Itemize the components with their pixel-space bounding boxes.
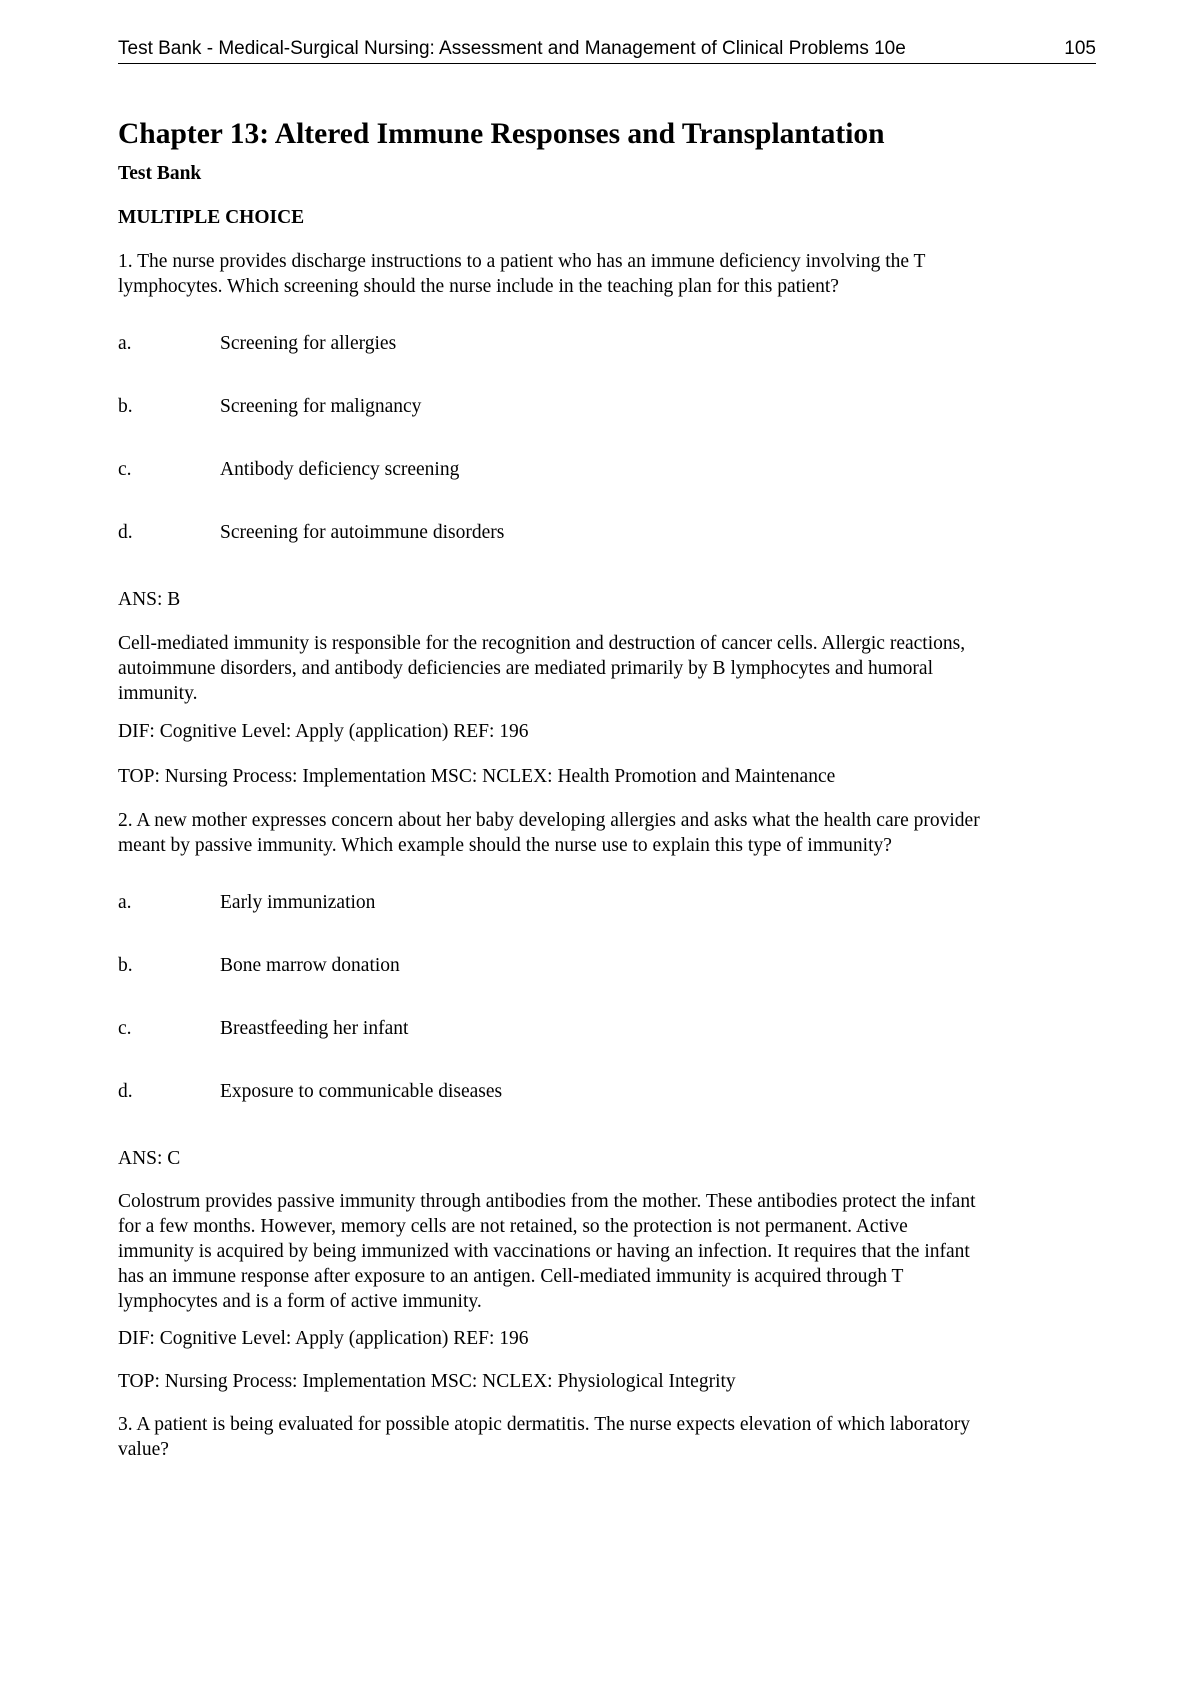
rationale-line: autoimmune disorders, and antibody deficiencies are mediated primarily by B lymphocytes and humoral bbox=[118, 658, 933, 679]
running-header bbox=[118, 38, 1096, 64]
rationale-line: immunity is acquired by being immunized with vaccinations or having an infection. It requires that the infant bbox=[118, 1241, 970, 1262]
option-letter: b. bbox=[118, 396, 133, 417]
option-letter: b. bbox=[118, 955, 133, 976]
page-number: 105 bbox=[1064, 38, 1096, 59]
option-letter: a. bbox=[118, 333, 132, 354]
option-text: Screening for malignancy bbox=[220, 396, 422, 417]
topic-line: TOP: Nursing Process: Implementation MSC: NCLEX: Health Promotion and Maintenance bbox=[118, 766, 836, 787]
stem-line: 1. The nurse provides discharge instructions to a patient who has an immune deficiency involving the T bbox=[118, 251, 926, 272]
section-heading: MULTIPLE CHOICE bbox=[118, 207, 305, 228]
question-stem bbox=[118, 249, 1096, 299]
option-text: Screening for autoimmune disorders bbox=[220, 522, 505, 543]
rationale-line: immunity. bbox=[118, 683, 198, 704]
chapter-title: Chapter 13: Altered Immune Responses and Transplantation bbox=[118, 118, 885, 150]
option-letter: c. bbox=[118, 1018, 132, 1039]
difficulty-line: DIF: Cognitive Level: Apply (application) REF: 196 bbox=[118, 721, 529, 742]
option-text: Early immunization bbox=[220, 892, 376, 913]
stem-line: value? bbox=[118, 1439, 169, 1460]
option-letter: a. bbox=[118, 892, 132, 913]
topic-line: TOP: Nursing Process: Implementation MSC: NCLEX: Physiological Integrity bbox=[118, 1371, 736, 1392]
question-stem bbox=[118, 1412, 1096, 1462]
option-letter: d. bbox=[118, 522, 133, 543]
rationale-line: Colostrum provides passive immunity through antibodies from the mother. These antibodies protect the infant bbox=[118, 1191, 976, 1212]
rationale bbox=[118, 631, 1096, 706]
rationale-line: lymphocytes and is a form of active immunity. bbox=[118, 1291, 482, 1312]
option-text: Breastfeeding her infant bbox=[220, 1018, 409, 1039]
stem-line: meant by passive immunity. Which example should the nurse use to explain this type of immunity? bbox=[118, 835, 892, 856]
option-text: Bone marrow donation bbox=[220, 955, 400, 976]
option-text: Screening for allergies bbox=[220, 333, 397, 354]
rationale-line: for a few months. However, memory cells are not retained, so the protection is not permanent. Active bbox=[118, 1216, 908, 1237]
question-stem bbox=[118, 808, 1096, 858]
header-title: Test Bank - Medical-Surgical Nursing: Assessment and Management of Clinical Problems 10e bbox=[118, 38, 906, 59]
rationale-line: has an immune response after exposure to an antigen. Cell-mediated immunity is acquired through T bbox=[118, 1266, 904, 1287]
option-text: Antibody deficiency screening bbox=[220, 459, 460, 480]
option-letter: c. bbox=[118, 459, 132, 480]
stem-line: 3. A patient is being evaluated for possible atopic dermatitis. The nurse expects elevation of which laboratory bbox=[118, 1414, 970, 1435]
difficulty-line: DIF: Cognitive Level: Apply (application) REF: 196 bbox=[118, 1328, 529, 1349]
rationale bbox=[118, 1189, 1096, 1314]
answer-key: ANS: C bbox=[118, 1148, 181, 1169]
stem-line: 2. A new mother expresses concern about her baby developing allergies and asks what the health care provider bbox=[118, 810, 980, 831]
subtitle: Test Bank bbox=[118, 163, 202, 184]
answer-key: ANS: B bbox=[118, 589, 181, 610]
option-text: Exposure to communicable diseases bbox=[220, 1081, 503, 1102]
stem-line: lymphocytes. Which screening should the nurse include in the teaching plan for this patient? bbox=[118, 276, 839, 297]
option-letter: d. bbox=[118, 1081, 133, 1102]
rationale-line: Cell-mediated immunity is responsible for the recognition and destruction of cancer cells. Allergic reactions, bbox=[118, 633, 966, 654]
